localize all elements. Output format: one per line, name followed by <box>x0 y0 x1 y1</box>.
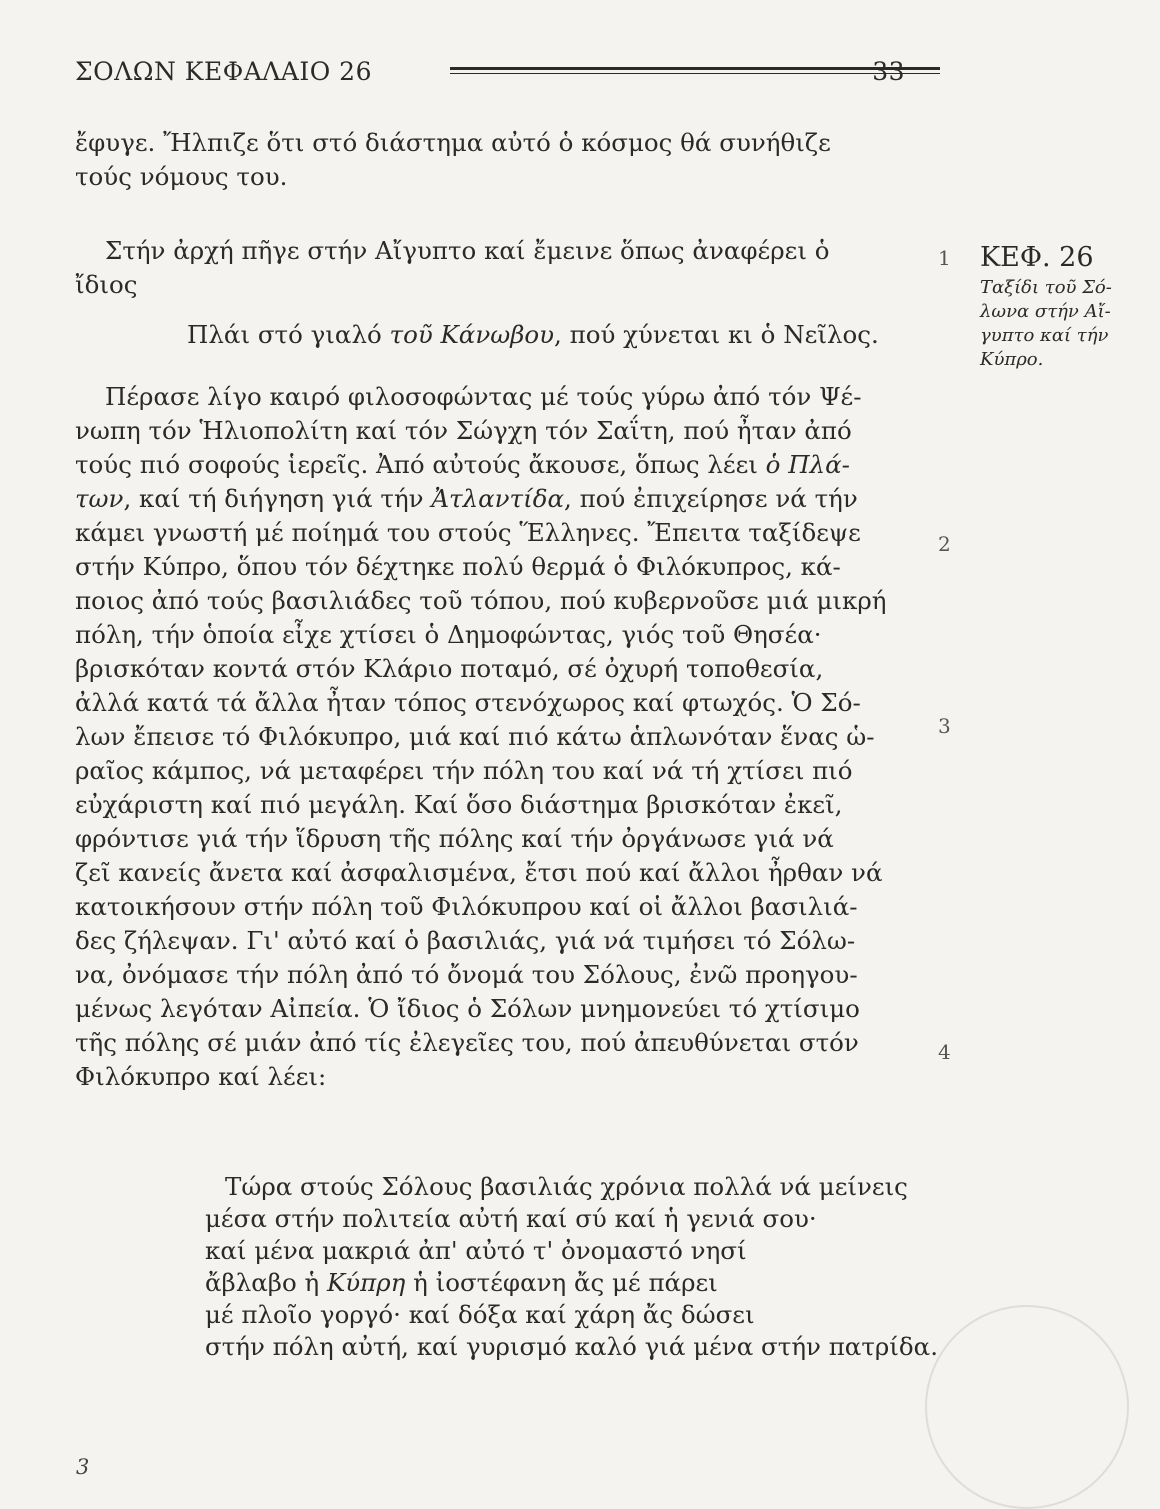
text-run-italic: ὁ Πλά- <box>765 450 850 479</box>
text-line: Στήν ἀρχή πῆγε στήν Αἴγυπτο καί ἔμεινε ὅπως ἀναφέρει ὁ <box>105 236 830 265</box>
verse-run-italic: Κύπρη <box>326 1268 406 1297</box>
margin-number: 2 <box>938 532 951 556</box>
text-line: ἀλλά κατά τά ἄλλα ἦταν τόπος στενόχωρος καί φτωχός. Ὁ Σό- <box>75 688 861 717</box>
text-line: ἴδιος <box>75 270 138 299</box>
sidenote-line: γυπτο καί τήν <box>980 325 1109 346</box>
text-line: δες ζήλεψαν. Γι' αὐτό καί ὁ βασιλιάς, γιά νά τιμήσει τό Σόλω- <box>75 926 856 955</box>
text-line-mixed <box>75 448 905 482</box>
text-line: κατοικήσουν στήν πόλη τοῦ Φιλόκυπρου καί οἱ ἄλλοι βασιλιά- <box>75 892 858 921</box>
verse-run: ἡ ἰοστέφανη ἄς μέ πάρει <box>405 1268 718 1297</box>
text-line: νωπη τόν Ἡλιοπολίτη καί τόν Σώγχη τόν Σαΐτη, πού ἦταν ἀπό <box>75 416 852 445</box>
text-line: Φιλόκυπρο καί λέει: <box>75 1062 327 1091</box>
verse-run: ἄβλαβο ἡ <box>205 1268 327 1297</box>
text-line: Πέρασε λίγο καιρό φιλοσοφώντας μέ τούς γύρω ἀπό τόν Ψέ- <box>105 382 862 411</box>
signature-mark: 3 <box>76 1455 90 1479</box>
text-line: τῆς πόλης σέ μιάν ἀπό τίς ἐλεγεῖες του, πού ἀπευθύνεται στόν <box>75 1028 859 1057</box>
text-run: , πού ἐπιχείρησε νά τήν <box>564 484 858 513</box>
text-line: στήν Κύπρο, ὅπου τόν δέχτηκε πολύ θερμά ὁ Φιλόκυπρος, κά- <box>75 552 841 581</box>
quote-line <box>75 318 905 352</box>
text-run-italic: των <box>75 484 124 513</box>
text-line: λων ἔπεισε τό Φιλόκυπρο, μιά καί πιό κάτω ἁπλωνόταν ἕνας ὡ- <box>75 722 875 751</box>
margin-number: 4 <box>938 1040 951 1064</box>
running-header <box>75 57 905 91</box>
text-line: να, ὀνόμασε τήν πόλη ἀπό τό ὄνομά του Σόλους, ἐνῶ προηγου- <box>75 960 858 989</box>
verse-line: στήν πόλη αὐτή, καί γυρισμό καλό γιά μένα στήν πατρίδα. <box>205 1332 938 1361</box>
text-run-italic: Ἀτλαντίδα <box>431 484 564 513</box>
sidenote-body <box>980 276 1130 372</box>
text-run: τούς πιό σοφούς ἱερεῖς. Ἀπό αὐτούς ἄκουσε, ὅπως λέει <box>75 450 766 479</box>
verse-line: μέ πλοῖο γοργό· καί δόξα καί χάρη ἄς δώσει <box>205 1300 755 1329</box>
margin-number: 1 <box>938 246 951 270</box>
verse-line-mixed <box>205 1268 718 1297</box>
text-line: ποιος ἀπό τούς βασιλιάδες τοῦ τόπου, πού κυβερνοῦσε μιά μικρή <box>75 586 887 615</box>
paragraph-3 <box>75 380 905 1094</box>
text-line: εὐχάριστη καί πιό μεγάλη. Καί ὅσο διάστημα βρισκόταν ἐκεῖ, <box>75 790 843 819</box>
text-line: βρισκόταν κοντά στόν Κλάριο ποταμό, σέ ὀχυρή τοποθεσία, <box>75 654 824 683</box>
paragraph-2 <box>75 234 905 302</box>
quote-text: Πλάι στό γιαλό <box>187 320 390 349</box>
margin-sidenote <box>980 240 1130 372</box>
text-line: πόλη, τήν ὁποία εἶχε χτίσει ὁ Δημοφώντας, γιός τοῦ Θησέα· <box>75 620 822 649</box>
verse-line: μέσα στήν πολιτεία αὐτή καί σύ καί ἡ γενιά σου· <box>205 1204 817 1233</box>
verse-line: Τώρα στούς Σόλους βασιλιάς χρόνια πολλά νά μείνεις <box>225 1172 908 1201</box>
sidenote-line: Ταξίδι τοῦ Σό- <box>980 277 1112 298</box>
text-line: ραῖος κάμπος, νά μεταφέρει τήν πόλη του καί νά τή χτίσει πιό <box>75 756 853 785</box>
text-line: κάμει γνωστή μέ ποίημά του στούς Ἕλληνες. Ἔπειτα ταξίδεψε <box>75 518 861 547</box>
running-title: ΣΟΛΩΝ ΚΕΦΑΛΑΙΟ 26 <box>75 57 372 86</box>
sidenote-heading: ΚΕΦ. 26 <box>980 242 1094 273</box>
quote-italic: τοῦ Κάνωβου <box>389 320 555 349</box>
library-stamp <box>925 1305 1129 1509</box>
text-line: ἔφυγε. Ἤλπιζε ὅτι στό διάστημα αὐτό ὁ κόσμος θά συνήθιζε <box>75 128 831 157</box>
header-rule <box>450 67 940 74</box>
text-line: φρόντισε γιά τήν ἵδρυση τῆς πόλης καί τήν ὀργάνωσε γιά νά <box>75 824 834 853</box>
sidenote-line: Κύπρο. <box>980 349 1044 370</box>
text-line: ζεῖ κανείς ἄνετα καί ἀσφαλισμένα, ἔτσι πού καί ἄλλοι ἦρθαν νά <box>75 858 883 887</box>
verse-line: καί μένα μακριά ἀπ' αὐτό τ' ὀνομαστό νησί <box>205 1236 747 1265</box>
text-line: τούς νόμους του. <box>75 162 288 191</box>
quote-text-end: , πού χύνεται κι ὁ Νεῖλος. <box>554 320 879 349</box>
paragraph-1 <box>75 126 905 194</box>
text-line: μένως λεγόταν Αἰπεία. Ὁ ἴδιος ὁ Σόλων μνημονεύει τό χτίσιμο <box>75 994 860 1023</box>
page-number: 33 <box>872 57 905 86</box>
sidenote-line: λωνα στήν Αἴ- <box>980 301 1111 322</box>
text-line-mixed <box>75 482 905 516</box>
text-run: , καί τή διήγηση γιά τήν <box>123 484 432 513</box>
margin-number: 3 <box>938 714 951 738</box>
